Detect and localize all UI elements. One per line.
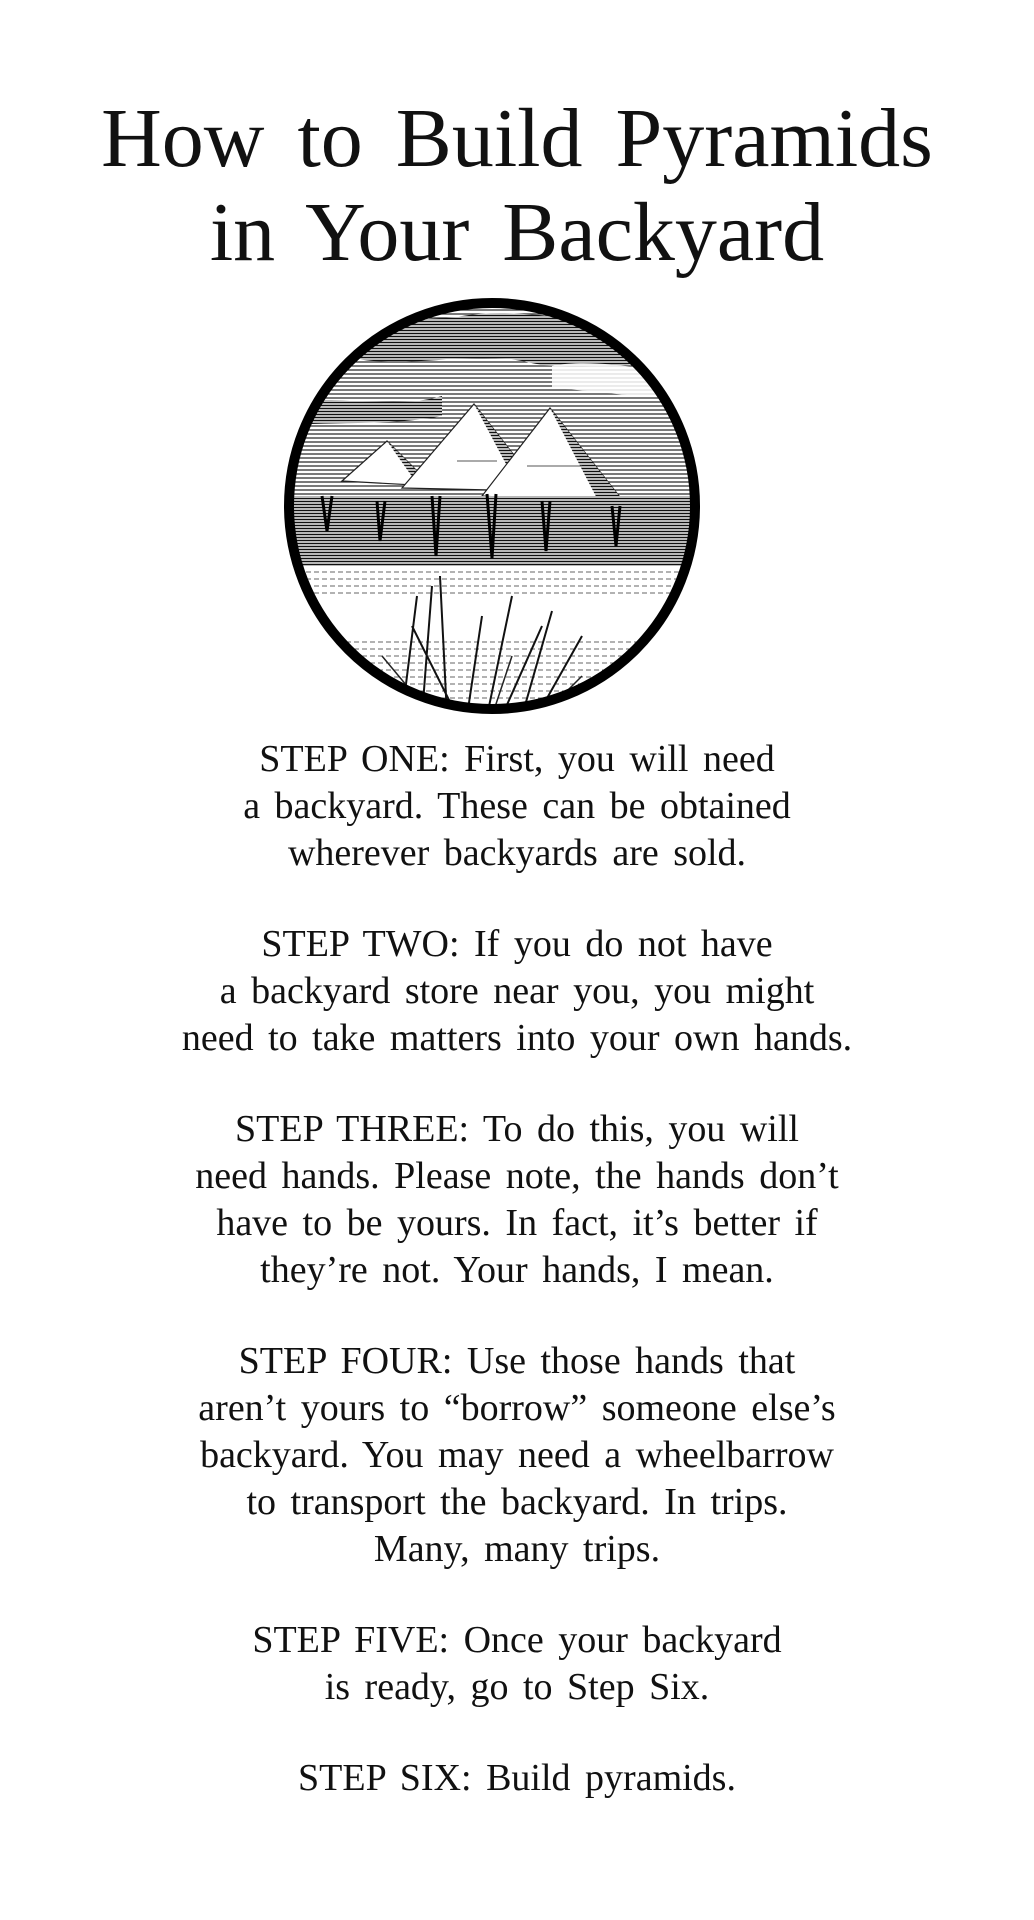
step-three-line-2: need hands. Please note, the hands don’t [195,1155,839,1197]
step-four-line-3: backyard. You may need a wheelbarrow [200,1434,834,1476]
step-two-line-1: STEP TWO: If you do not have [261,923,773,965]
step-six [60,1755,974,1802]
step-five-line-2: is ready, go to Step Six. [324,1666,710,1708]
page-title [40,92,994,280]
step-five [60,1617,974,1711]
step-four [60,1338,974,1573]
step-three-line-4: they’re not. Your hands, I mean. [260,1249,774,1291]
step-five-line-1: STEP FIVE: Once your backyard [252,1619,782,1661]
pyramids-engraving-icon [282,296,702,716]
steps-list [60,736,974,1846]
step-one-line-2: a backyard. These can be obtained [243,785,791,827]
step-two [60,921,974,1062]
step-one-line-3: wherever backyards are sold. [287,832,747,874]
step-four-line-1: STEP FOUR: Use those hands that [238,1340,796,1382]
step-two-line-3: need to take matters into your own hands. [181,1017,853,1059]
step-six-line-1: STEP SIX: Build pyramids. [298,1757,736,1799]
title-line-1: How to Build Pyramids [101,92,933,185]
step-three-line-3: have to be yours. In fact, it’s better if [216,1202,818,1244]
step-three-line-1: STEP THREE: To do this, you will [235,1108,799,1150]
step-four-line-5: Many, many trips. [373,1528,661,1570]
step-four-line-2: aren’t yours to “borrow” someone else’s [198,1387,836,1429]
step-three [60,1106,974,1294]
step-one-line-1: STEP ONE: First, you will need [259,738,775,780]
step-one [60,736,974,877]
step-two-line-2: a backyard store near you, you might [219,970,815,1012]
step-four-line-4: to transport the backyard. In trips. [246,1481,788,1523]
title-line-2: in Your Backyard [209,186,825,279]
